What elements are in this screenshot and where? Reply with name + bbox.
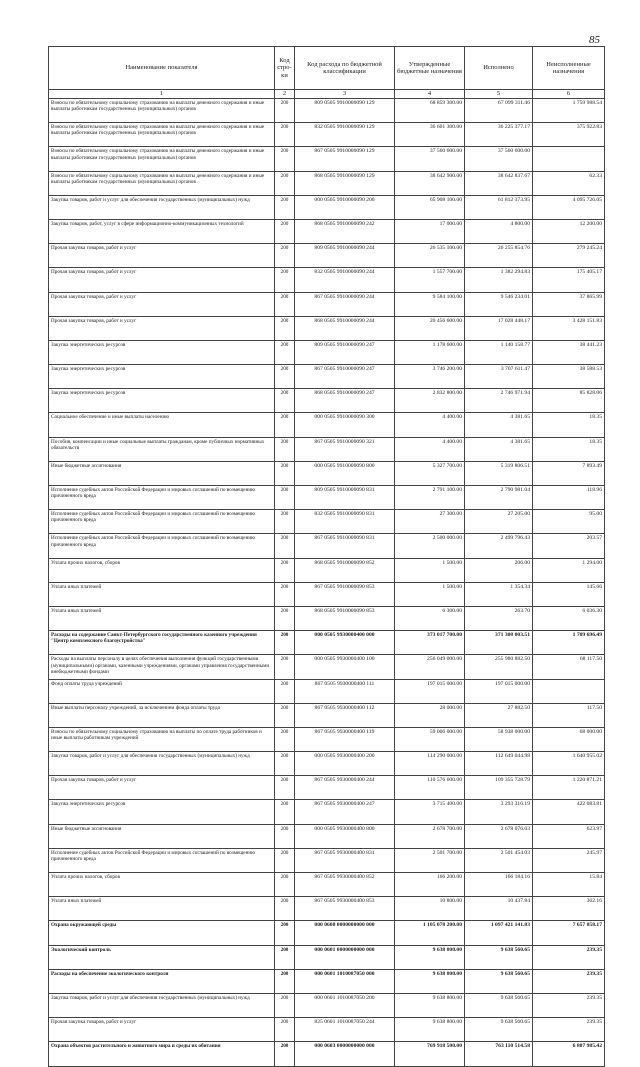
row-approved-cell: 1 500.00 — [395, 558, 465, 582]
row-expense-code-cell: 867 0505 9930000400 111 — [295, 679, 395, 703]
row-approved-cell: 9 638 800.00 — [395, 945, 465, 969]
table-body — [49, 99, 605, 1067]
table-row — [49, 800, 605, 824]
row-line-code-cell: 200 — [275, 1042, 295, 1066]
row-line-code-cell: 200 — [275, 292, 295, 316]
row-executed-cell: 263.70 — [465, 606, 533, 630]
row-unexecuted-cell: 239.35 — [533, 945, 605, 969]
row-executed-cell: 2 746 971.94 — [465, 389, 533, 413]
row-name-cell: Исполнение судебных актов Российской Федерации и мировых соглашений по возмещению причиненного вреда — [49, 486, 275, 510]
row-executed-cell: 112 649 044.98 — [465, 752, 533, 776]
row-expense-code-cell: 867 0505 9930000400 119 — [295, 727, 395, 751]
row-executed-cell: 109 355 728.79 — [465, 776, 533, 800]
row-name-cell: Экологический контроль — [49, 945, 275, 969]
table-row — [49, 848, 605, 872]
row-name-cell: Закупка товаров, работ и услуг для обеспечения государственных (муниципальных) нужд — [49, 993, 275, 1017]
row-expense-code-cell: 867 0505 9910000090 129 — [295, 147, 395, 171]
row-line-code-cell: 200 — [275, 703, 295, 727]
row-name-cell: Иные бюджетные ассигнования — [49, 461, 275, 485]
table-row — [49, 993, 605, 1017]
row-executed-cell: 1 097 421 141.83 — [465, 921, 533, 945]
table-row — [49, 244, 605, 268]
row-executed-cell: 4 381.65 — [465, 437, 533, 461]
table-row — [49, 268, 605, 292]
row-approved-cell: 2 832 800.00 — [395, 389, 465, 413]
row-name-cell: Прочая закупка товаров, работ и услуг — [49, 292, 275, 316]
row-expense-code-cell: 867 0505 9930000400 831 — [295, 848, 395, 872]
row-name-cell: Иные бюджетные ассигнования — [49, 824, 275, 848]
row-unexecuted-cell: 279 245.24 — [533, 244, 605, 268]
table-row — [49, 340, 605, 364]
row-line-code-cell: 200 — [275, 945, 295, 969]
row-name-cell: Закупка товаров, работ, услуг в сфере информационно-коммуникационных технологий — [49, 219, 275, 243]
row-expense-code-cell: 867 0505 9930000400 247 — [295, 800, 395, 824]
row-line-code-cell: 200 — [275, 921, 295, 945]
row-executed-cell: 2 678 076.03 — [465, 824, 533, 848]
row-line-code-cell: 200 — [275, 897, 295, 921]
row-unexecuted-cell: 1 640 955.02 — [533, 752, 605, 776]
row-approved-cell: 166 200.00 — [395, 873, 465, 897]
row-unexecuted-cell: 12 200.00 — [533, 219, 605, 243]
table-row — [49, 292, 605, 316]
header-name: Наименование показателя — [49, 47, 275, 90]
row-expense-code-cell: 000 0505 9930000400 000 — [295, 631, 395, 655]
column-number: 3 — [295, 90, 395, 99]
row-name-cell: Взносы по обязательному социальному страхованию на выплаты денежного содержания и иные выплаты работникам государственных (муниципальных) органов — [49, 99, 275, 123]
row-approved-cell: 9 584 100.00 — [395, 292, 465, 316]
row-unexecuted-cell — [533, 147, 605, 171]
row-approved-cell: 197 015 000.00 — [395, 679, 465, 703]
row-name-cell: Расходы на выплаты персоналу в целях обеспечения выполнения функций государственными (муниципальными) органами, казенными учреждениями, органами управления государственными внебюджетными фондами — [49, 655, 275, 679]
column-number: 2 — [275, 90, 295, 99]
row-unexecuted-cell: 1 709 696.49 — [533, 631, 605, 655]
row-line-code-cell: 200 — [275, 437, 295, 461]
row-line-code-cell: 200 — [275, 582, 295, 606]
row-line-code-cell: 200 — [275, 244, 295, 268]
row-line-code-cell: 200 — [275, 800, 295, 824]
row-approved-cell: 27 300.00 — [395, 510, 465, 534]
row-line-code-cell: 200 — [275, 873, 295, 897]
row-approved-cell: 1 500.00 — [395, 582, 465, 606]
table-row — [49, 752, 605, 776]
row-approved-cell: 59 006 000.00 — [395, 727, 465, 751]
row-executed-cell: 2 499 796.43 — [465, 534, 533, 558]
row-line-code-cell: 200 — [275, 679, 295, 703]
row-approved-cell: 1 557 700.00 — [395, 268, 465, 292]
row-name-cell: Прочая закупка товаров, работ и услуг — [49, 316, 275, 340]
row-approved-cell: 1 178 600.00 — [395, 340, 465, 364]
row-expense-code-cell: 867 0505 9910000090 831 — [295, 534, 395, 558]
row-name-cell: Прочая закупка товаров, работ и услуг — [49, 244, 275, 268]
row-name-cell: Уплата прочих налогов, сборов — [49, 873, 275, 897]
row-approved-cell: 36 601 300.00 — [395, 123, 465, 147]
row-expense-code-cell: 809 0505 9910000090 831 — [295, 486, 395, 510]
row-expense-code-cell: 832 0505 9910000090 129 — [295, 123, 395, 147]
row-expense-code-cell: 832 0505 9910000090 244 — [295, 268, 395, 292]
row-name-cell: Уплата иных платежей — [49, 582, 275, 606]
row-executed-cell: 2 790 981.04 — [465, 486, 533, 510]
table-row — [49, 606, 605, 630]
header-executed: Исполнено — [465, 47, 533, 90]
row-executed-cell: 3 707 611.47 — [465, 365, 533, 389]
header-expense-code: Код расхода по бюджетной классификации — [295, 47, 395, 90]
row-expense-code-cell: 000 0601 0000000000 000 — [295, 945, 395, 969]
column-number: 4 — [395, 90, 465, 99]
row-approved-cell: 2 500 000.00 — [395, 534, 465, 558]
table-row — [49, 365, 605, 389]
row-line-code-cell: 200 — [275, 510, 295, 534]
row-approved-cell: 256 049 000.00 — [395, 655, 465, 679]
row-unexecuted-cell: 239.35 — [533, 1018, 605, 1042]
row-line-code-cell: 200 — [275, 631, 295, 655]
row-name-cell: Взносы по обязательному социальному страхованию на выплаты денежного содержания и иные выплаты работникам государственных (муниципальных) органов — [49, 123, 275, 147]
row-name-cell: Закупка энергетических ресурсов — [49, 800, 275, 824]
budget-execution-table — [48, 46, 605, 1067]
table-row — [49, 171, 605, 195]
row-line-code-cell: 200 — [275, 389, 295, 413]
row-expense-code-cell: 867 0505 9930000400 853 — [295, 897, 395, 921]
row-executed-cell: 9 638 560.65 — [465, 969, 533, 993]
row-line-code-cell: 200 — [275, 776, 295, 800]
row-approved-cell: 110 576 600.00 — [395, 776, 465, 800]
row-executed-cell: 58 938 000.00 — [465, 727, 533, 751]
row-executed-cell: 4 800.00 — [465, 219, 533, 243]
row-unexecuted-cell: 38 588.53 — [533, 365, 605, 389]
row-line-code-cell: 200 — [275, 413, 295, 437]
row-line-code-cell: 200 — [275, 606, 295, 630]
row-unexecuted-cell — [533, 679, 605, 703]
row-line-code-cell: 200 — [275, 752, 295, 776]
row-unexecuted-cell: 118.96 — [533, 486, 605, 510]
column-number-row — [49, 90, 605, 99]
row-line-code-cell: 200 — [275, 316, 295, 340]
row-unexecuted-cell: 117.50 — [533, 703, 605, 727]
row-name-cell: Закупка товаров, работ и услуг для обеспечения государственных (муниципальных) нужд — [49, 195, 275, 219]
row-executed-cell: 206.00 — [465, 558, 533, 582]
row-expense-code-cell: 867 0505 9910000090 853 — [295, 582, 395, 606]
row-name-cell: Иные выплаты персоналу учреждений, за исключением фонда оплаты труда — [49, 703, 275, 727]
row-approved-cell: 5 327 700.00 — [395, 461, 465, 485]
row-line-code-cell: 200 — [275, 268, 295, 292]
row-unexecuted-cell: 6 036.30 — [533, 606, 605, 630]
table-header-row — [49, 47, 605, 90]
row-approved-cell: 2 791 100.00 — [395, 486, 465, 510]
row-expense-code-cell: 867 0505 9930000400 244 — [295, 776, 395, 800]
row-executed-cell: 763 110 514.58 — [465, 1042, 533, 1066]
row-expense-code-cell: 867 0505 9910000090 244 — [295, 292, 395, 316]
row-line-code-cell: 200 — [275, 969, 295, 993]
table-row — [49, 631, 605, 655]
row-executed-cell: 5 319 806.51 — [465, 461, 533, 485]
row-unexecuted-cell: 18.35 — [533, 413, 605, 437]
row-expense-code-cell: 867 0505 9910000090 321 — [295, 437, 395, 461]
row-approved-cell: 2 501 700.00 — [395, 848, 465, 872]
row-approved-cell: 37 560 600.00 — [395, 147, 465, 171]
row-expense-code-cell: 868 0505 9910000090 244 — [295, 316, 395, 340]
row-expense-code-cell: 868 0505 9910000090 129 — [295, 171, 395, 195]
row-executed-cell: 1 140 158.77 — [465, 340, 533, 364]
row-unexecuted-cell: 203.57 — [533, 534, 605, 558]
row-executed-cell: 38 642 837.67 — [465, 171, 533, 195]
table-row — [49, 486, 605, 510]
table-row — [49, 316, 605, 340]
row-expense-code-cell: 000 0603 0000000000 000 — [295, 1042, 395, 1066]
row-line-code-cell: 200 — [275, 123, 295, 147]
row-expense-code-cell: 832 0505 9910000090 831 — [295, 510, 395, 534]
row-unexecuted-cell: 6 807 985.42 — [533, 1042, 605, 1066]
row-line-code-cell: 200 — [275, 340, 295, 364]
row-name-cell: Расходы на обеспечение экологического контроля — [49, 969, 275, 993]
row-expense-code-cell: 809 0505 9910000090 244 — [295, 244, 395, 268]
row-approved-cell: 26 535 100.00 — [395, 244, 465, 268]
table-row — [49, 195, 605, 219]
table-row — [49, 1042, 605, 1066]
row-name-cell: Охрана окружающей среды — [49, 921, 275, 945]
row-line-code-cell: 200 — [275, 848, 295, 872]
row-expense-code-cell: 000 0600 0000000000 000 — [295, 921, 395, 945]
header-line-code: Код стро-ки — [275, 47, 295, 90]
row-executed-cell: 10 437.84 — [465, 897, 533, 921]
row-expense-code-cell: 000 0505 9910000090 200 — [295, 195, 395, 219]
row-approved-cell: 65 908 100.00 — [395, 195, 465, 219]
table-row — [49, 534, 605, 558]
table-row — [49, 921, 605, 945]
row-executed-cell: 2 501 454.03 — [465, 848, 533, 872]
row-line-code-cell: 200 — [275, 727, 295, 751]
row-unexecuted-cell: 239.35 — [533, 993, 605, 1017]
row-expense-code-cell: 868 0505 9910000090 247 — [295, 389, 395, 413]
row-unexecuted-cell: 68 117.50 — [533, 655, 605, 679]
row-name-cell: Взносы по обязательному социальному страхованию на выплаты по оплате труда работников и иные выплаты работникам учреждений — [49, 727, 275, 751]
table-row — [49, 969, 605, 993]
row-approved-cell: 3 746 200.00 — [395, 365, 465, 389]
row-expense-code-cell: 000 0505 9930000400 100 — [295, 655, 395, 679]
table-row — [49, 558, 605, 582]
row-line-code-cell: 200 — [275, 461, 295, 485]
row-name-cell: Взносы по обязательному социальному страхованию на выплаты денежного содержания и иные выплаты работникам государственных (муниципальных) органов — [49, 171, 275, 195]
row-expense-code-cell: 825 0601 1010087050 244 — [295, 1018, 395, 1042]
row-unexecuted-cell: 4 095 726.05 — [533, 195, 605, 219]
row-name-cell: Исполнение судебных актов Российской Федерации и мировых соглашений по возмещению причиненного вреда — [49, 848, 275, 872]
table-row — [49, 99, 605, 123]
row-executed-cell: 61 812 373.95 — [465, 195, 533, 219]
header-unexecuted: Неисполненные назначения — [533, 47, 605, 90]
row-line-code-cell: 200 — [275, 824, 295, 848]
row-approved-cell: 20 456 600.00 — [395, 316, 465, 340]
row-approved-cell: 9 638 800.00 — [395, 1018, 465, 1042]
row-name-cell: Прочая закупка товаров, работ и услуг — [49, 776, 275, 800]
row-expense-code-cell: 000 0601 1010087050 000 — [295, 969, 395, 993]
row-name-cell: Исполнение судебных актов Российской Федерации и мировых соглашений по возмещению причиненного вреда — [49, 534, 275, 558]
row-line-code-cell: 200 — [275, 99, 295, 123]
row-name-cell: Пособия, компенсации и иные социальные выплаты гражданам, кроме публичных нормативных обязательств — [49, 437, 275, 461]
row-executed-cell: 26 255 854.76 — [465, 244, 533, 268]
row-unexecuted-cell: 375 922.83 — [533, 123, 605, 147]
row-name-cell: Закупка товаров, работ и услуг для обеспечения государственных (муниципальных) нужд — [49, 752, 275, 776]
row-executed-cell: 4 381.65 — [465, 413, 533, 437]
row-name-cell: Закупка энергетических ресурсов — [49, 365, 275, 389]
table-row — [49, 679, 605, 703]
row-executed-cell: 67 099 311.46 — [465, 99, 533, 123]
row-unexecuted-cell: 7 657 058.17 — [533, 921, 605, 945]
table-row — [49, 873, 605, 897]
table-row — [49, 461, 605, 485]
row-unexecuted-cell: 38 441.23 — [533, 340, 605, 364]
row-unexecuted-cell: 1 759 988.54 — [533, 99, 605, 123]
row-unexecuted-cell: 175 405.17 — [533, 268, 605, 292]
row-approved-cell: 4 400.00 — [395, 413, 465, 437]
row-name-cell: Исполнение судебных актов Российской Федерации и мировых соглашений по возмещению причиненного вреда — [49, 510, 275, 534]
row-expense-code-cell: 000 0601 1010087050 200 — [295, 993, 395, 1017]
row-unexecuted-cell: 85 828.06 — [533, 389, 605, 413]
row-executed-cell: 9 638 560.65 — [465, 1018, 533, 1042]
row-executed-cell: 9 638 560.65 — [465, 993, 533, 1017]
row-line-code-cell: 200 — [275, 993, 295, 1017]
column-number: 6 — [533, 90, 605, 99]
row-unexecuted-cell: 68 000.00 — [533, 727, 605, 751]
row-name-cell: Социальное обеспечение и иные выплаты населению — [49, 413, 275, 437]
row-approved-cell: 68 859 300.00 — [395, 99, 465, 123]
row-name-cell: Прочая закупка товаров, работ и услуг — [49, 268, 275, 292]
row-name-cell: Уплата прочих налогов, сборов — [49, 558, 275, 582]
row-executed-cell: 27 882.50 — [465, 703, 533, 727]
row-unexecuted-cell: 3 428 151.83 — [533, 316, 605, 340]
row-expense-code-cell: 809 0505 9910000090 129 — [295, 99, 395, 123]
row-line-code-cell: 200 — [275, 147, 295, 171]
row-unexecuted-cell: 245.97 — [533, 848, 605, 872]
row-executed-cell: 17 028 448.17 — [465, 316, 533, 340]
row-line-code-cell: 200 — [275, 558, 295, 582]
table-row — [49, 510, 605, 534]
row-unexecuted-cell: 62.33 — [533, 171, 605, 195]
row-name-cell: Закупка энергетических ресурсов — [49, 340, 275, 364]
row-approved-cell: 4 400.00 — [395, 437, 465, 461]
table-row — [49, 945, 605, 969]
row-executed-cell: 36 225 377.17 — [465, 123, 533, 147]
table-row — [49, 413, 605, 437]
row-expense-code-cell: 000 0505 9930000400 200 — [295, 752, 395, 776]
row-executed-cell: 1 382 294.83 — [465, 268, 533, 292]
column-number: 5 — [465, 90, 533, 99]
row-name-cell: Расходы на содержание Санкт-Петербургского государственного казенного учреждения "Центр комплексного благоустройства" — [49, 631, 275, 655]
table-row — [49, 655, 605, 679]
table-row — [49, 582, 605, 606]
row-unexecuted-cell: 362.16 — [533, 897, 605, 921]
table-row — [49, 389, 605, 413]
row-unexecuted-cell: 18.35 — [533, 437, 605, 461]
row-expense-code-cell: 000 0505 9930000400 800 — [295, 824, 395, 848]
row-approved-cell: 10 800.00 — [395, 897, 465, 921]
row-expense-code-cell: 000 0505 9910000090 300 — [295, 413, 395, 437]
row-unexecuted-cell: 15.84 — [533, 873, 605, 897]
table-row — [49, 703, 605, 727]
row-expense-code-cell: 868 0505 9910000090 852 — [295, 558, 395, 582]
row-expense-code-cell: 867 0505 9910000090 247 — [295, 365, 395, 389]
row-name-cell: Уплата иных платежей — [49, 897, 275, 921]
table-row — [49, 219, 605, 243]
row-line-code-cell: 200 — [275, 534, 295, 558]
row-executed-cell: 27 205.00 — [465, 510, 533, 534]
row-executed-cell: 371 308 003.51 — [465, 631, 533, 655]
row-unexecuted-cell: 1 294.00 — [533, 558, 605, 582]
row-name-cell: Фонд оплаты труда учреждений — [49, 679, 275, 703]
row-unexecuted-cell: 623.97 — [533, 824, 605, 848]
row-expense-code-cell: 867 0505 9930000400 112 — [295, 703, 395, 727]
row-approved-cell: 1 105 078 200.00 — [395, 921, 465, 945]
row-name-cell: Охрана объектов растительного и животного мира и среды их обитания — [49, 1042, 275, 1066]
row-approved-cell: 28 000.00 — [395, 703, 465, 727]
row-unexecuted-cell: 422 083.81 — [533, 800, 605, 824]
row-expense-code-cell: 868 0505 9910000090 242 — [295, 219, 395, 243]
header-approved: Утвержденные бюджетные назначения — [395, 47, 465, 90]
column-number: 1 — [49, 90, 275, 99]
row-line-code-cell: 200 — [275, 1018, 295, 1042]
row-name-cell: Взносы по обязательному социальному страхованию на выплаты денежного содержания и иные выплаты работникам государственных (муниципальных) органов — [49, 147, 275, 171]
row-executed-cell: 9 638 560.65 — [465, 945, 533, 969]
row-executed-cell: 166 184.16 — [465, 873, 533, 897]
row-expense-code-cell: 868 0505 9910000090 853 — [295, 606, 395, 630]
row-executed-cell: 1 354.34 — [465, 582, 533, 606]
row-name-cell: Закупка энергетических ресурсов — [49, 389, 275, 413]
row-expense-code-cell: 809 0505 9910000090 247 — [295, 340, 395, 364]
row-approved-cell: 769 918 500.00 — [395, 1042, 465, 1066]
row-executed-cell: 37 560 600.00 — [465, 147, 533, 171]
row-unexecuted-cell: 95.00 — [533, 510, 605, 534]
row-executed-cell: 255 980 882.50 — [465, 655, 533, 679]
table-row — [49, 147, 605, 171]
row-unexecuted-cell: 145.66 — [533, 582, 605, 606]
row-approved-cell: 6 300.00 — [395, 606, 465, 630]
row-approved-cell: 2 678 700.00 — [395, 824, 465, 848]
row-unexecuted-cell: 1 220 871.21 — [533, 776, 605, 800]
row-line-code-cell: 200 — [275, 219, 295, 243]
row-approved-cell: 38 642 900.00 — [395, 171, 465, 195]
row-name-cell: Прочая закупка товаров, работ и услуг — [49, 1018, 275, 1042]
row-approved-cell: 114 290 000.00 — [395, 752, 465, 776]
row-executed-cell: 9 546 234.01 — [465, 292, 533, 316]
row-line-code-cell: 200 — [275, 171, 295, 195]
row-unexecuted-cell: 37 865.99 — [533, 292, 605, 316]
row-approved-cell: 9 638 800.00 — [395, 993, 465, 1017]
row-line-code-cell: 200 — [275, 195, 295, 219]
row-executed-cell: 3 293 316.19 — [465, 800, 533, 824]
row-approved-cell: 3 715 400.00 — [395, 800, 465, 824]
row-expense-code-cell: 000 0505 9910000090 800 — [295, 461, 395, 485]
row-approved-cell: 9 638 800.00 — [395, 969, 465, 993]
row-approved-cell: 17 000.00 — [395, 219, 465, 243]
table-row — [49, 123, 605, 147]
row-executed-cell: 197 015 000.00 — [465, 679, 533, 703]
row-line-code-cell: 200 — [275, 655, 295, 679]
table-row — [49, 824, 605, 848]
table-row — [49, 437, 605, 461]
row-approved-cell: 373 017 700.00 — [395, 631, 465, 655]
row-unexecuted-cell: 239.35 — [533, 969, 605, 993]
row-expense-code-cell: 867 0505 9930000400 852 — [295, 873, 395, 897]
row-unexecuted-cell: 7 893.49 — [533, 461, 605, 485]
table-row — [49, 776, 605, 800]
row-name-cell: Уплата иных платежей — [49, 606, 275, 630]
row-line-code-cell: 200 — [275, 486, 295, 510]
row-line-code-cell: 200 — [275, 365, 295, 389]
table-row — [49, 1018, 605, 1042]
page-number: 85 — [589, 34, 600, 46]
table-row — [49, 897, 605, 921]
table-row — [49, 727, 605, 751]
